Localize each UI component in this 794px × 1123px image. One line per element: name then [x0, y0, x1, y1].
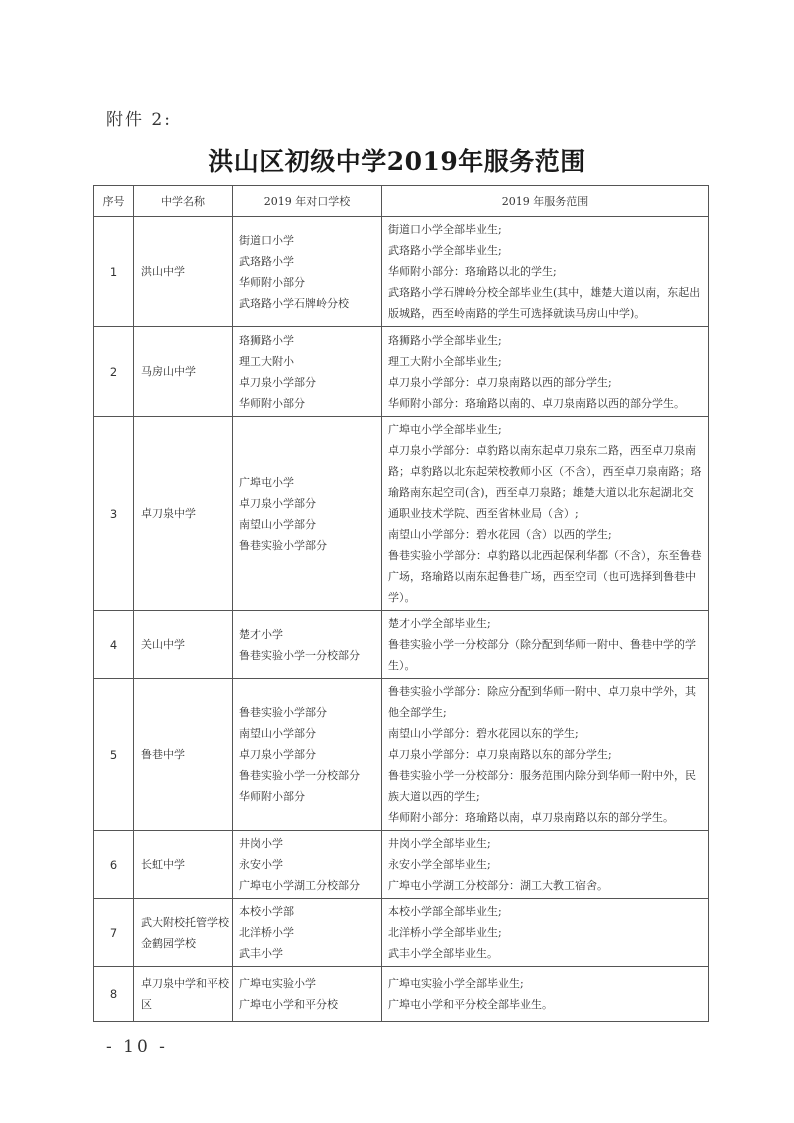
middle-school-name: 武大附校托管学校金鹤园学校: [134, 899, 233, 967]
scope-entry: 街道口小学全部毕业生;: [388, 223, 502, 236]
feeder-school: 鲁巷实验小学部分: [239, 706, 327, 719]
feeder-school: 鲁巷实验小学一分校部分: [239, 769, 360, 782]
service-scope-table: [93, 185, 709, 1022]
feeder-schools-cell: [233, 679, 382, 831]
scope-entry: 南望山小学部分：碧水花园以东的学生;: [388, 727, 579, 740]
scope-entry: 华师附小部分：珞瑜路以南，卓刀泉南路以东的部分学生。: [388, 811, 674, 824]
feeder-school: 珞狮路小学: [239, 333, 294, 347]
feeder-school: 楚才小学: [239, 627, 283, 641]
middle-school-name: 鲁巷中学: [134, 679, 233, 831]
table-header-row: [94, 186, 709, 217]
scope-entry: 卓刀泉小学部分：卓刀泉南路以东的部分学生;: [388, 748, 612, 761]
feeder-school: 武丰小学: [239, 947, 283, 960]
table-row: [94, 417, 709, 611]
feeder-school: 街道口小学: [239, 233, 294, 247]
service-scope-cell: [382, 899, 709, 967]
feeder-school: 卓刀泉小学部分: [239, 748, 316, 761]
column-header-number: 序号: [94, 186, 134, 217]
feeder-school: 永安小学: [239, 858, 283, 871]
service-scope-cell: [382, 217, 709, 327]
scope-entry: 珞狮路小学全部毕业生;: [388, 333, 502, 347]
scope-entry: 理工大附小全部毕业生;: [388, 354, 502, 368]
scope-entry: 武丰小学全部毕业生。: [388, 947, 498, 960]
table-row: [94, 899, 709, 967]
scope-entry: 鲁巷实验小学部分：卓豹路以北西起保利华都（不含），东至鲁巷广场，珞瑜路以南东起鲁巷广场，西至空司（也可选择到鲁巷中学）。: [388, 549, 702, 604]
feeder-school: 武珞路小学石牌岭分校: [239, 296, 349, 310]
scope-entry: 楚才小学全部毕业生;: [388, 617, 491, 630]
scope-entry: 北洋桥小学全部毕业生;: [388, 926, 502, 939]
scope-entry: 井岗小学全部毕业生;: [388, 837, 491, 850]
scope-entry: 永安小学全部毕业生;: [388, 858, 491, 871]
row-number: 7: [94, 899, 134, 967]
scope-entry: 广埠屯小学全部毕业生;: [388, 423, 502, 436]
scope-entry: 广埠屯实验小学全部毕业生;: [388, 977, 524, 990]
feeder-school: 北洋桥小学: [239, 926, 294, 939]
feeder-school: 广埠屯小学: [239, 475, 294, 489]
scope-entry: 武珞路小学全部毕业生;: [388, 244, 502, 257]
feeder-schools-cell: [233, 327, 382, 417]
table-row: [94, 217, 709, 327]
column-header-feeder-schools: 2019 年对口学校: [233, 186, 382, 217]
middle-school-name: 洪山中学: [134, 217, 233, 327]
scope-entry: 鲁巷实验小学部分：除应分配到华师一附中、卓刀泉中学外，其他全部学生;: [388, 685, 696, 719]
row-number: 4: [94, 611, 134, 679]
feeder-school: 鲁巷实验小学一分校部分: [239, 648, 360, 662]
middle-school-name: 关山中学: [134, 611, 233, 679]
feeder-school: 本校小学部: [239, 905, 294, 918]
feeder-schools-cell: [233, 417, 382, 611]
table-row: [94, 327, 709, 417]
scope-entry: 卓刀泉小学部分：卓豹路以南东起卓刀泉东二路，西至卓刀泉南路；卓豹路以北东起荣校教师小区（不含），西至卓刀泉南路；珞瑜路南东起空司(含)，西至卓刀泉路；雄楚大道以北东起湖北交通职业技术学院、西至省林业局（含）;: [388, 444, 702, 520]
row-number: 8: [94, 967, 134, 1022]
feeder-school: 南望山小学部分: [239, 517, 316, 531]
service-scope-cell: [382, 967, 709, 1022]
service-scope-cell: [382, 417, 709, 611]
feeder-school: 南望山小学部分: [239, 727, 316, 740]
feeder-school: 广埠屯小学湖工分校部分: [239, 879, 360, 892]
row-number: 1: [94, 217, 134, 327]
scope-entry: 南望山小学部分：碧水花园（含）以西的学生;: [388, 528, 612, 541]
row-number: 2: [94, 327, 134, 417]
feeder-school: 华师附小部分: [239, 790, 305, 803]
scope-entry: 华师附小部分：珞瑜路以北的学生;: [388, 265, 557, 278]
middle-school-name: 马房山中学: [134, 327, 233, 417]
feeder-school: 广埠屯实验小学: [239, 977, 316, 990]
table-row: [94, 967, 709, 1022]
service-scope-cell: [382, 327, 709, 417]
service-scope-cell: [382, 831, 709, 899]
feeder-school: 理工大附小: [239, 354, 294, 368]
column-header-service-scope: 2019 年服务范围: [382, 186, 709, 217]
feeder-school: 卓刀泉小学部分: [239, 375, 316, 389]
table-row: [94, 679, 709, 831]
feeder-schools-cell: [233, 217, 382, 327]
scope-entry: 本校小学部全部毕业生;: [388, 905, 502, 918]
feeder-schools-cell: [233, 831, 382, 899]
scope-entry: 卓刀泉小学部分：卓刀泉南路以西的部分学生;: [388, 375, 612, 389]
scope-entry: 鲁巷实验小学一分校部分：服务范围内除分到华师一附中外，民族大道以西的学生;: [388, 769, 696, 803]
scope-entry: 鲁巷实验小学一分校部分（除分配到华师一附中、鲁巷中学的学生）。: [388, 638, 696, 672]
feeder-school: 华师附小部分: [239, 275, 305, 289]
feeder-schools-cell: [233, 899, 382, 967]
service-scope-cell: [382, 611, 709, 679]
middle-school-name: 长虹中学: [134, 831, 233, 899]
feeder-schools-cell: [233, 611, 382, 679]
feeder-school: 武珞路小学: [239, 254, 294, 268]
middle-school-name: 卓刀泉中学: [134, 417, 233, 611]
table-row: [94, 611, 709, 679]
scope-entry: 华师附小部分：珞瑜路以南的、卓刀泉南路以西的部分学生。: [388, 396, 685, 410]
scope-entry: 广埠屯小学和平分校全部毕业生。: [388, 998, 553, 1011]
attachment-label: 附件 2:: [106, 110, 172, 130]
feeder-school: 井岗小学: [239, 837, 283, 850]
scope-entry: 广埠屯小学湖工分校部分：湖工大教工宿舍。: [388, 879, 608, 892]
page-number: - 10 -: [106, 1037, 168, 1057]
row-number: 6: [94, 831, 134, 899]
row-number: 3: [94, 417, 134, 611]
service-scope-cell: [382, 679, 709, 831]
feeder-schools-cell: [233, 967, 382, 1022]
middle-school-name: 卓刀泉中学和平校区: [134, 967, 233, 1022]
feeder-school: 卓刀泉小学部分: [239, 496, 316, 510]
row-number: 5: [94, 679, 134, 831]
feeder-school: 鲁巷实验小学部分: [239, 538, 327, 552]
table-row: [94, 831, 709, 899]
document-title: 洪山区初级中学2019年服务范围: [208, 147, 586, 176]
scope-entry: 武珞路小学石牌岭分校全部毕业生(其中，雄楚大道以南，东起出版城路，西至岭南路的学生可选择就读马房山中学)。: [388, 286, 701, 320]
feeder-school: 华师附小部分: [239, 396, 305, 410]
column-header-school-name: 中学名称: [134, 186, 233, 217]
feeder-school: 广埠屯小学和平分校: [239, 998, 338, 1011]
